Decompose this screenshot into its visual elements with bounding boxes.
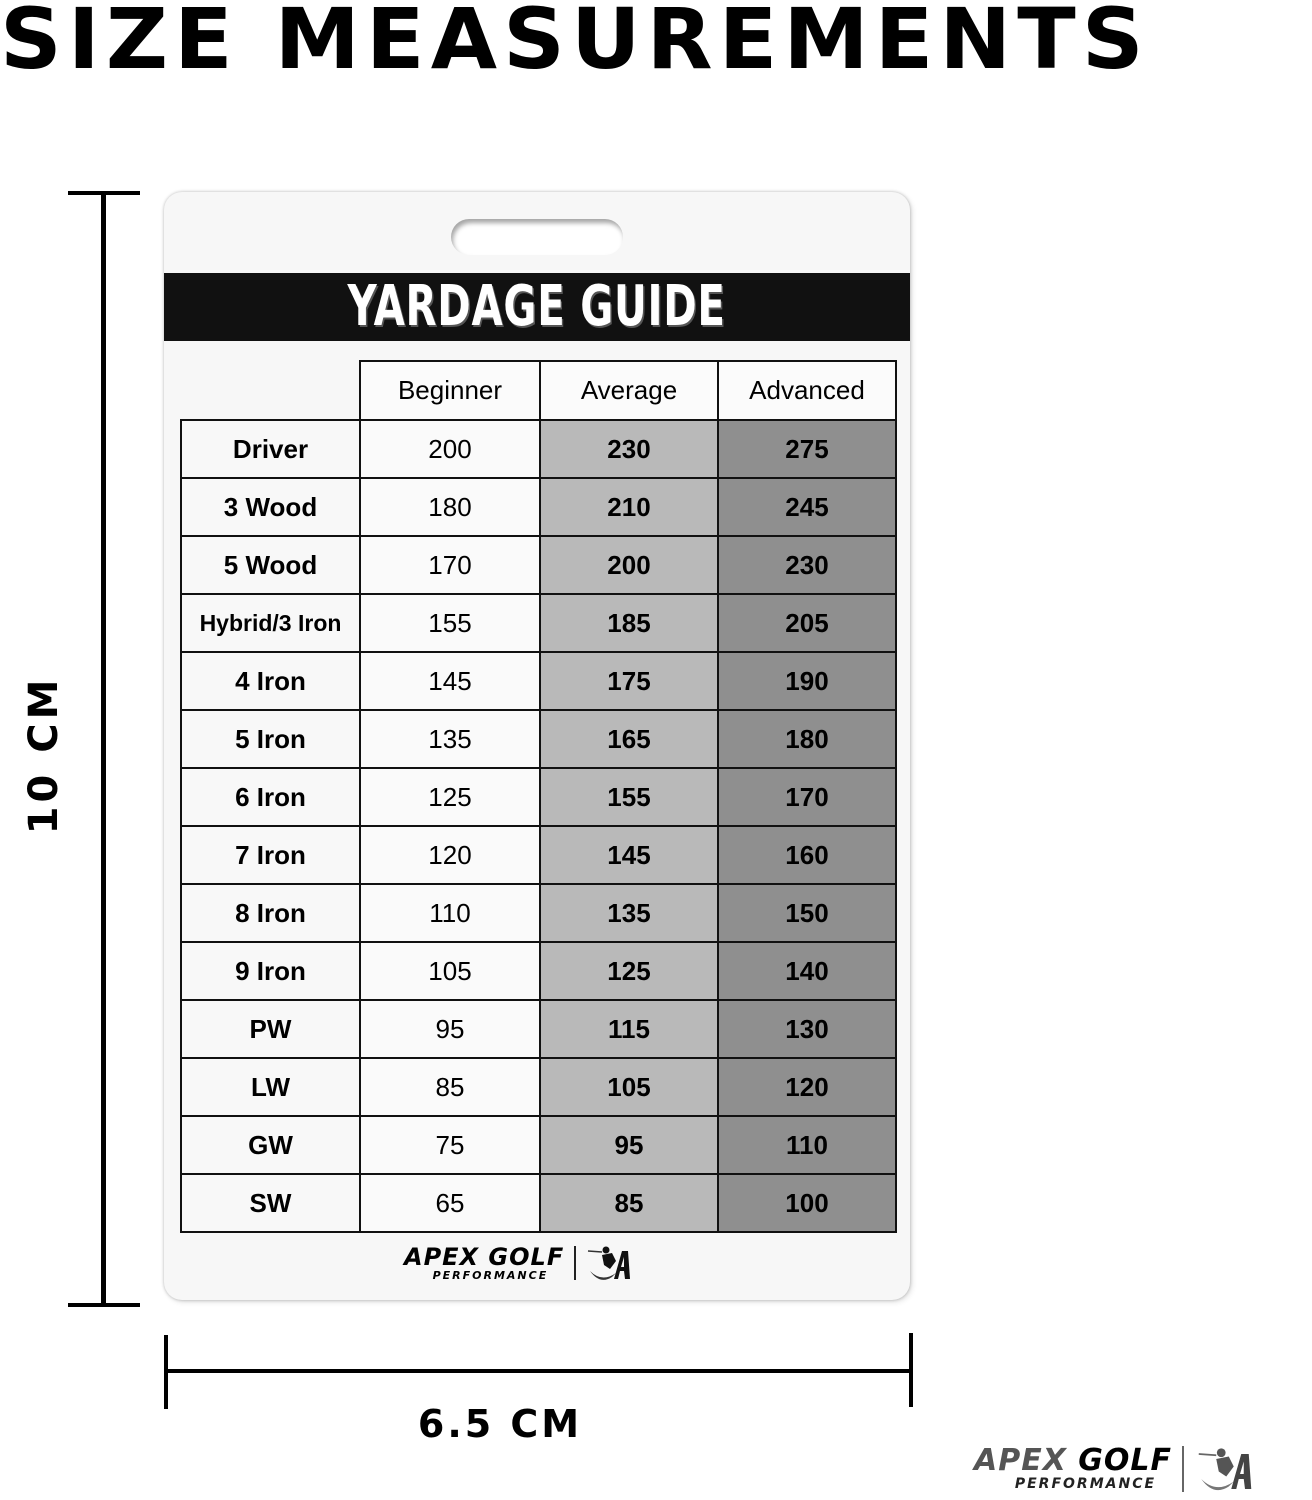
average-yardage-cell: 115 — [540, 1000, 718, 1058]
advanced-yardage-cell: 170 — [718, 768, 896, 826]
card-title: YARDAGE GUIDE — [347, 274, 727, 339]
beginner-yardage-cell: 110 — [360, 884, 540, 942]
club-name-cell: 3 Wood — [181, 478, 360, 536]
beginner-yardage-cell: 155 — [360, 594, 540, 652]
brand-name-part1: APEX — [404, 1242, 480, 1271]
table-row — [181, 826, 896, 884]
table-header-row — [181, 361, 896, 420]
corner-brand-tagline: PERFORMANCE — [1014, 1476, 1157, 1492]
advanced-yardage-cell: 180 — [718, 710, 896, 768]
logo-divider — [574, 1246, 576, 1280]
advanced-yardage-cell: 110 — [718, 1116, 896, 1174]
club-name-cell: 7 Iron — [181, 826, 360, 884]
beginner-yardage-cell: 170 — [360, 536, 540, 594]
table-row — [181, 478, 896, 536]
corner-brand-logo — [974, 1444, 1256, 1494]
beginner-yardage-cell: 75 — [360, 1116, 540, 1174]
corner-brand-name-part2: GOLF — [1078, 1443, 1173, 1478]
club-name-cell: Hybrid/3 Iron — [181, 594, 360, 652]
advanced-yardage-cell: 275 — [718, 420, 896, 478]
club-name-cell: SW — [181, 1174, 360, 1232]
beginner-yardage-cell: 145 — [360, 652, 540, 710]
width-dimension-label: 6.5 CM — [417, 1402, 583, 1446]
brand-tagline: PERFORMANCE — [432, 1268, 549, 1282]
beginner-yardage-cell: 65 — [360, 1174, 540, 1232]
beginner-yardage-cell: 200 — [360, 420, 540, 478]
table-row — [181, 710, 896, 768]
yardage-table — [180, 360, 897, 1233]
average-yardage-cell: 145 — [540, 826, 718, 884]
advanced-yardage-cell: 190 — [718, 652, 896, 710]
beginner-yardage-cell: 120 — [360, 826, 540, 884]
beginner-yardage-cell: 125 — [360, 768, 540, 826]
table-row — [181, 536, 896, 594]
width-dimension-tick-right — [909, 1333, 913, 1407]
height-dimension-line — [101, 193, 106, 1306]
club-name-cell: PW — [181, 1000, 360, 1058]
club-name-cell: LW — [181, 1058, 360, 1116]
advanced-yardage-cell: 160 — [718, 826, 896, 884]
average-yardage-cell: 155 — [540, 768, 718, 826]
advanced-yardage-cell: 245 — [718, 478, 896, 536]
height-dimension-label: 10 CM — [21, 675, 67, 835]
club-name-cell: 6 Iron — [181, 768, 360, 826]
table-row — [181, 1116, 896, 1174]
card-title-banner — [164, 273, 910, 341]
average-yardage-cell: 95 — [540, 1116, 718, 1174]
table-row — [181, 942, 896, 1000]
yardage-card — [164, 192, 910, 1300]
header-blank — [181, 361, 360, 420]
table-row — [181, 768, 896, 826]
lanyard-slot — [451, 219, 623, 255]
corner-golfer-logo-icon — [1194, 1444, 1256, 1494]
corner-logo-divider — [1182, 1446, 1184, 1492]
average-yardage-cell: 175 — [540, 652, 718, 710]
average-yardage-cell: 125 — [540, 942, 718, 1000]
advanced-yardage-cell: 150 — [718, 884, 896, 942]
header-average: Average — [540, 361, 718, 420]
advanced-yardage-cell: 230 — [718, 536, 896, 594]
beginner-yardage-cell: 105 — [360, 942, 540, 1000]
beginner-yardage-cell: 95 — [360, 1000, 540, 1058]
club-name-cell: 4 Iron — [181, 652, 360, 710]
page-headline: SIZE MEASUREMENTS — [0, 0, 1150, 88]
width-dimension-line — [165, 1369, 913, 1373]
header-advanced: Advanced — [718, 361, 896, 420]
average-yardage-cell: 85 — [540, 1174, 718, 1232]
corner-brand-name-part1: APEX — [974, 1443, 1067, 1478]
average-yardage-cell: 165 — [540, 710, 718, 768]
average-yardage-cell: 200 — [540, 536, 718, 594]
average-yardage-cell: 105 — [540, 1058, 718, 1116]
table-row — [181, 1000, 896, 1058]
club-name-cell: GW — [181, 1116, 360, 1174]
club-name-cell: 5 Wood — [181, 536, 360, 594]
advanced-yardage-cell: 205 — [718, 594, 896, 652]
table-row — [181, 884, 896, 942]
table-row — [181, 1058, 896, 1116]
average-yardage-cell: 185 — [540, 594, 718, 652]
club-name-cell: 5 Iron — [181, 710, 360, 768]
club-name-cell: 9 Iron — [181, 942, 360, 1000]
table-row — [181, 420, 896, 478]
advanced-yardage-cell: 130 — [718, 1000, 896, 1058]
table-row — [181, 594, 896, 652]
average-yardage-cell: 210 — [540, 478, 718, 536]
card-brand-logo — [404, 1240, 632, 1286]
header-beginner: Beginner — [360, 361, 540, 420]
height-dimension-tick-bottom — [68, 1303, 140, 1307]
table-row — [181, 1174, 896, 1232]
club-name-cell: 8 Iron — [181, 884, 360, 942]
club-name-cell: Driver — [181, 420, 360, 478]
beginner-yardage-cell: 85 — [360, 1058, 540, 1116]
average-yardage-cell: 230 — [540, 420, 718, 478]
average-yardage-cell: 135 — [540, 884, 718, 942]
brand-name-part2: GOLF — [488, 1242, 565, 1271]
advanced-yardage-cell: 120 — [718, 1058, 896, 1116]
table-row — [181, 652, 896, 710]
advanced-yardage-cell: 100 — [718, 1174, 896, 1232]
beginner-yardage-cell: 135 — [360, 710, 540, 768]
golfer-logo-icon — [586, 1243, 632, 1283]
advanced-yardage-cell: 140 — [718, 942, 896, 1000]
beginner-yardage-cell: 180 — [360, 478, 540, 536]
